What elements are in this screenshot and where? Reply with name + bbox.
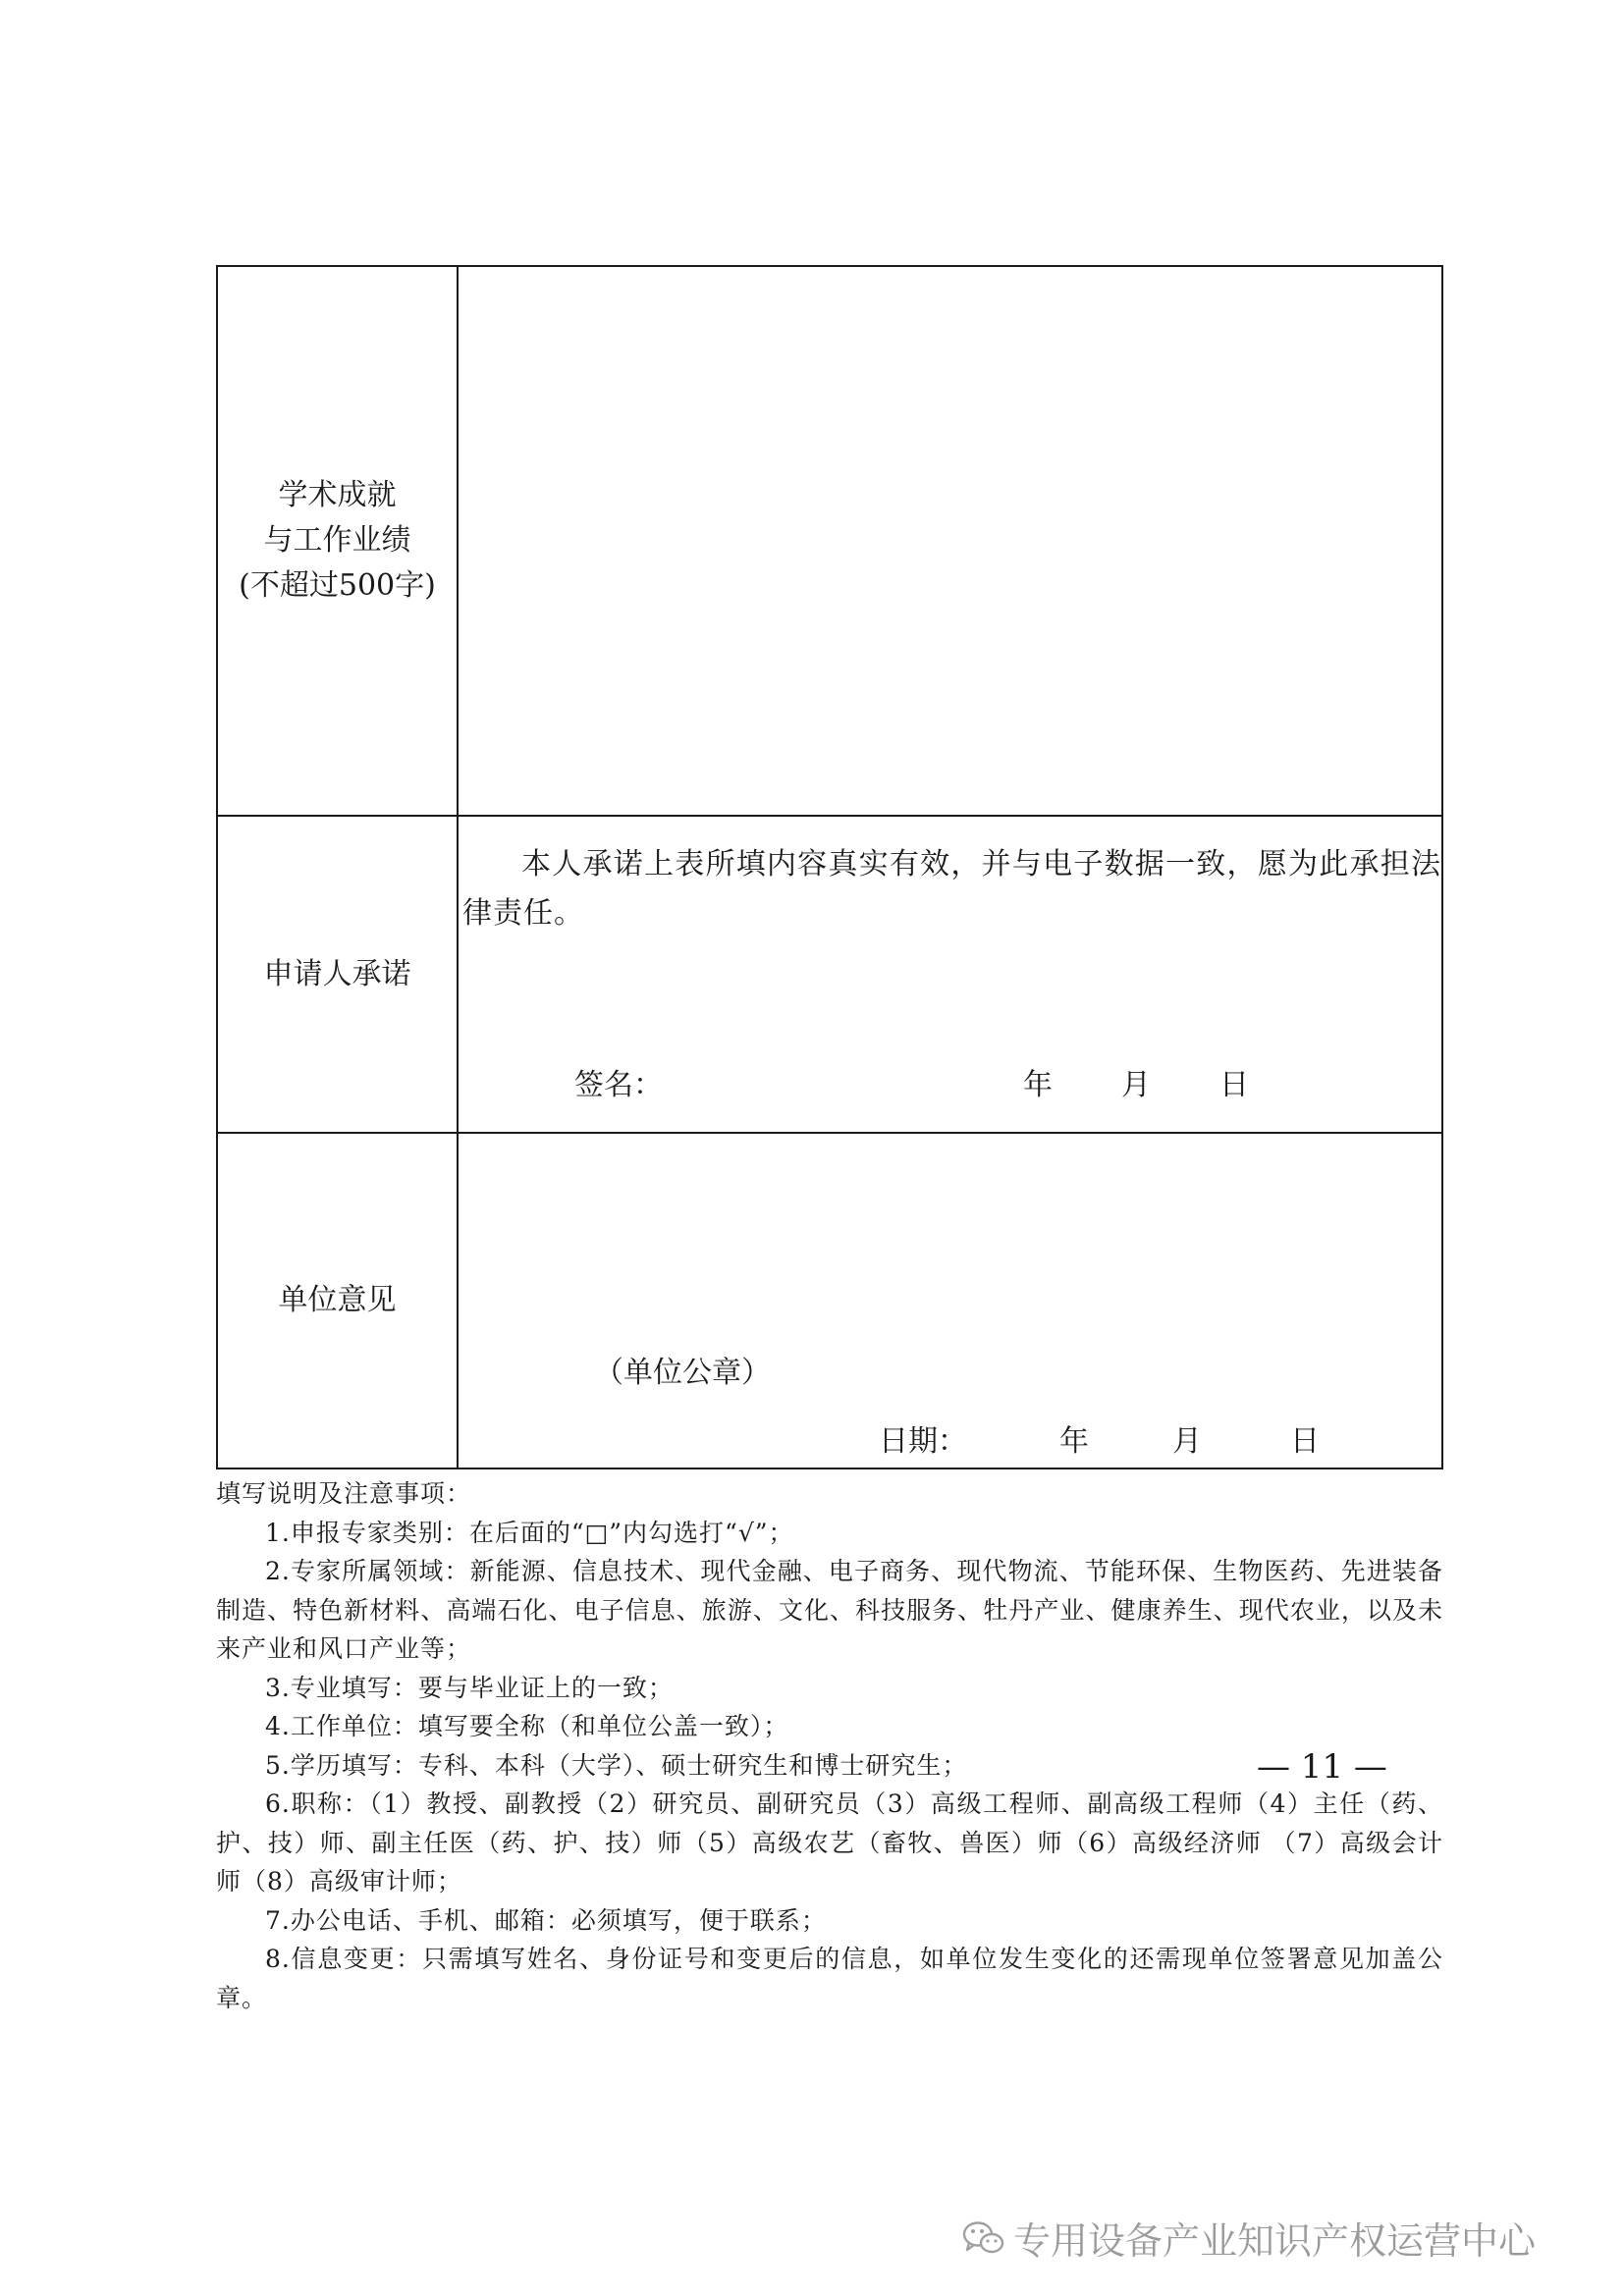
filling-notes xyxy=(216,1474,1443,2017)
note-item-1: 1.申报专家类别：在后面的“□”内勾选打“√”； xyxy=(265,1518,794,1547)
unit-month-label: 月 xyxy=(1172,1424,1202,1459)
watermark xyxy=(962,2211,1536,2265)
achievements-label xyxy=(217,266,458,816)
unit-opinion-label: 单位意见 xyxy=(217,1133,458,1468)
pledge-month-label: 月 xyxy=(1121,1068,1151,1102)
achievements-label-line2: 与工作业绩 xyxy=(263,523,411,558)
note-item-7: 7.办公电话、手机、邮箱：必须填写，便于联系； xyxy=(265,1905,827,1935)
achievements-label-line3: (不超过500字) xyxy=(239,568,436,603)
note-item-3: 3.专业填写：要与毕业证上的一致； xyxy=(265,1673,674,1702)
signature-label: 签名： xyxy=(574,1068,663,1102)
unit-opinion-cell xyxy=(458,1133,1442,1468)
pledge-text: 本人承诺上表所填内容真实有效，并与电子数据一致，愿为此承担法律责任。 xyxy=(462,847,1441,931)
unit-opinion-row xyxy=(217,1133,1442,1468)
notes-title: 填写说明及注意事项： xyxy=(216,1479,472,1508)
unit-seal-label: （单位公章） xyxy=(594,1356,771,1390)
note-item-8: 8.信息变更：只需填写姓名、身份证号和变更后的信息，如单位发生变化的还需现单位签署意见加盖公章。 xyxy=(216,1945,1443,2012)
application-form-table xyxy=(216,265,1443,1469)
unit-day-label: 日 xyxy=(1290,1424,1320,1459)
page-number: — 11 — xyxy=(1257,1747,1387,1787)
watermark-text: 专用设备产业知识产权运营中心 xyxy=(1013,2219,1537,2263)
note-item-6: 6.职称：（1）教授、副教授（2）研究员、副研究员（3）高级工程师、副高级工程师（4）主任（药、护、技）师、副主任医（药、护、技）师（5）高级农艺（畜牧、兽医）师（6）高级经济师 （7）高级会计师（8）高级审计师； xyxy=(216,1789,1443,1896)
achievements-row xyxy=(217,266,1442,816)
note-item-5: 5.学历填写：专科、本科（大学）、硕士研究生和博士研究生； xyxy=(265,1750,968,1780)
note-item-4: 4.工作单位：填写要全称（和单位公盖一致）； xyxy=(265,1712,789,1740)
pledge-row xyxy=(217,816,1442,1133)
pledge-year-label: 年 xyxy=(1023,1068,1053,1102)
unit-year-label: 年 xyxy=(1059,1424,1089,1459)
note-item-2: 2.专家所属领域：新能源、信息技术、现代金融、电子商务、现代物流、节能环保、生物医药、先进装备制造、特色新材料、高端石化、电子信息、旅游、文化、科技服务、牡丹产业、健康养生、现代农业，以及未来产业和风口产业等； xyxy=(216,1557,1443,1663)
pledge-cell xyxy=(458,816,1442,1133)
achievements-input-cell[interactable] xyxy=(458,266,1442,816)
achievements-label-line1: 学术成就 xyxy=(278,478,397,512)
pledge-day-label: 日 xyxy=(1219,1068,1249,1102)
unit-date-label: 日期： xyxy=(879,1424,967,1459)
wechat-icon xyxy=(962,2219,1005,2257)
pledge-label: 申请人承诺 xyxy=(217,816,458,1133)
